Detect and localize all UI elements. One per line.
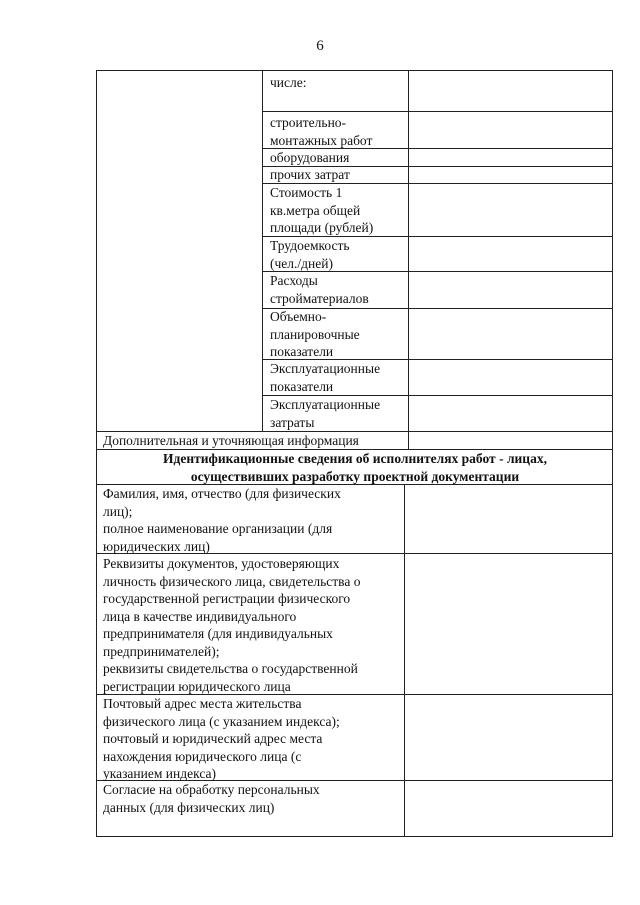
project-data-table (96, 70, 613, 837)
page-number: 6 (316, 38, 324, 54)
executor-row-label: Реквизиты документов, удостоверяющих личность физического лица, свидетельства о государственной регистрации физического лица в качестве индивидуального предпринимателя (для индивидуальных предпринимателей); реквизиты свидетельства о государственной регистрации юридического лица (103, 556, 361, 694)
col-divider-right (404, 484, 405, 837)
additional-info-label: Дополнительная и уточняющая информация (103, 433, 359, 448)
cost-row-label: прочих затрат (270, 167, 350, 182)
cost-row-label: Эксплуатационные показатели (270, 361, 381, 394)
cost-row-label: Объемно- планировочные показатели (270, 309, 360, 359)
col-divider-mid (408, 431, 409, 449)
executors-section-header: Идентификационные сведения об исполнителях работ - лицах, осуществивших разработку проектной документации (163, 451, 547, 484)
col-divider-mid (408, 71, 409, 431)
cost-row-label: оборудования (270, 150, 350, 165)
cost-row-label: Трудоемкость (чел./дней) (270, 238, 350, 271)
cost-row-label: числе: (270, 75, 307, 90)
col-divider-left (262, 71, 263, 431)
cost-row-label: Стоимость 1 кв.метра общей площади (рублей) (270, 185, 374, 235)
cost-row-label: Эксплуатационные затраты (270, 397, 381, 430)
executor-row-label: Почтовый адрес места жительства физического лица (с указанием индекса); почтовый и юридический адрес места нахождения юридического лица (с указанием индекса) (103, 696, 340, 781)
executor-row-label: Фамилия, имя, отчество (для физических лиц); полное наименование организации (для юридических лиц) (103, 486, 341, 554)
cost-row-label: Расходы стройматериалов (270, 273, 369, 306)
cost-row-label: строительно- монтажных работ (270, 115, 373, 148)
executor-row-label: Согласие на обработку персональных данных (для физических лиц) (103, 782, 320, 815)
row-line (262, 111, 613, 112)
